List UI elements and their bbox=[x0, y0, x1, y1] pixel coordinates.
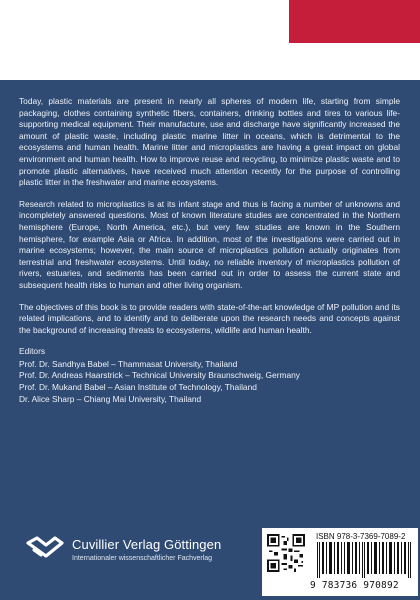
blurb-content bbox=[19, 96, 400, 405]
blurb-paragraph-1: Today, plastic materials are present in nearly all spheres of modern life, starting from simple packaging, clothes containing synthetic fibers, containers, drinking bottles and tires to various life-supporting medical equipment. Their manufacture, use and discharge have significantly increased the amount of plastic waste, including plastic marine litter in oceans, which is detrimental to the ecosystems and human health. Marine litter and microplastics are having a great impact on global environment and human health. How to improve reuse and recycling, to minimize plastic waste and to promote plastic alternatives, have received much attention recently for the purpose of controlling plastic litter in the freshwater and marine ecosystems. bbox=[19, 96, 400, 188]
editors-block bbox=[19, 346, 400, 405]
isbn-label: ISBN 978-3-7369-7089-2 bbox=[316, 532, 406, 541]
blurb-paragraph-3: The objectives of this book is to provide readers with state-of-the-art knowledge of MP pollution and its related implications, and to identify and to deliberate upon the research needs and concepts against the background of increasing threats to ecosystems, wildlife and human health. bbox=[19, 301, 400, 335]
publisher-tagline: Internationaler wissenschaftlicher Fachverlag bbox=[72, 555, 213, 562]
publisher-name: Cuvillier Verlag Göttingen bbox=[72, 537, 222, 552]
editor-3: Prof. Dr. Mukand Babel – Asian Institute of Technology, Thailand bbox=[19, 382, 257, 393]
editor-2: Prof. Dr. Andreas Haarstrick – Technical University Braunschweig, Germany bbox=[19, 370, 300, 381]
editor-4: Dr. Alice Sharp – Chiang Mai University, Thailand bbox=[19, 393, 202, 404]
blurb-paragraph-2: Research related to microplastics is at its infant stage and thus is facing a number of unknowns and incompletely answered questions. Most of known literature studies are concentrated in the Northern hemisphere (Europe, North America, etc.), but very few studies are known in the Southern hemisphere, for example Asia or Africa. In addition, most of the investigations were carried out in marine ecosystems; however, the main source of microplastics pollution actually originates from terrestrial and freshwater ecosystems. Until today, no reliable inventory of microplastics pollution of rivers, estuaries, and sediments has been carried out in order to assess the current state and subsequent health risks to human and other living organism. bbox=[19, 198, 400, 290]
red-accent-block bbox=[289, 0, 420, 43]
editors-heading: Editors bbox=[19, 346, 46, 357]
barcode-icon bbox=[316, 542, 412, 578]
publisher-logo-icon bbox=[25, 534, 65, 564]
isbn-block bbox=[262, 528, 418, 596]
barcode-number: 9 783736 970892 bbox=[310, 580, 399, 591]
qr-code-icon bbox=[267, 534, 305, 572]
editor-1: Prof. Dr. Sandhya Babel – Thammasat University, Thailand bbox=[19, 358, 238, 369]
